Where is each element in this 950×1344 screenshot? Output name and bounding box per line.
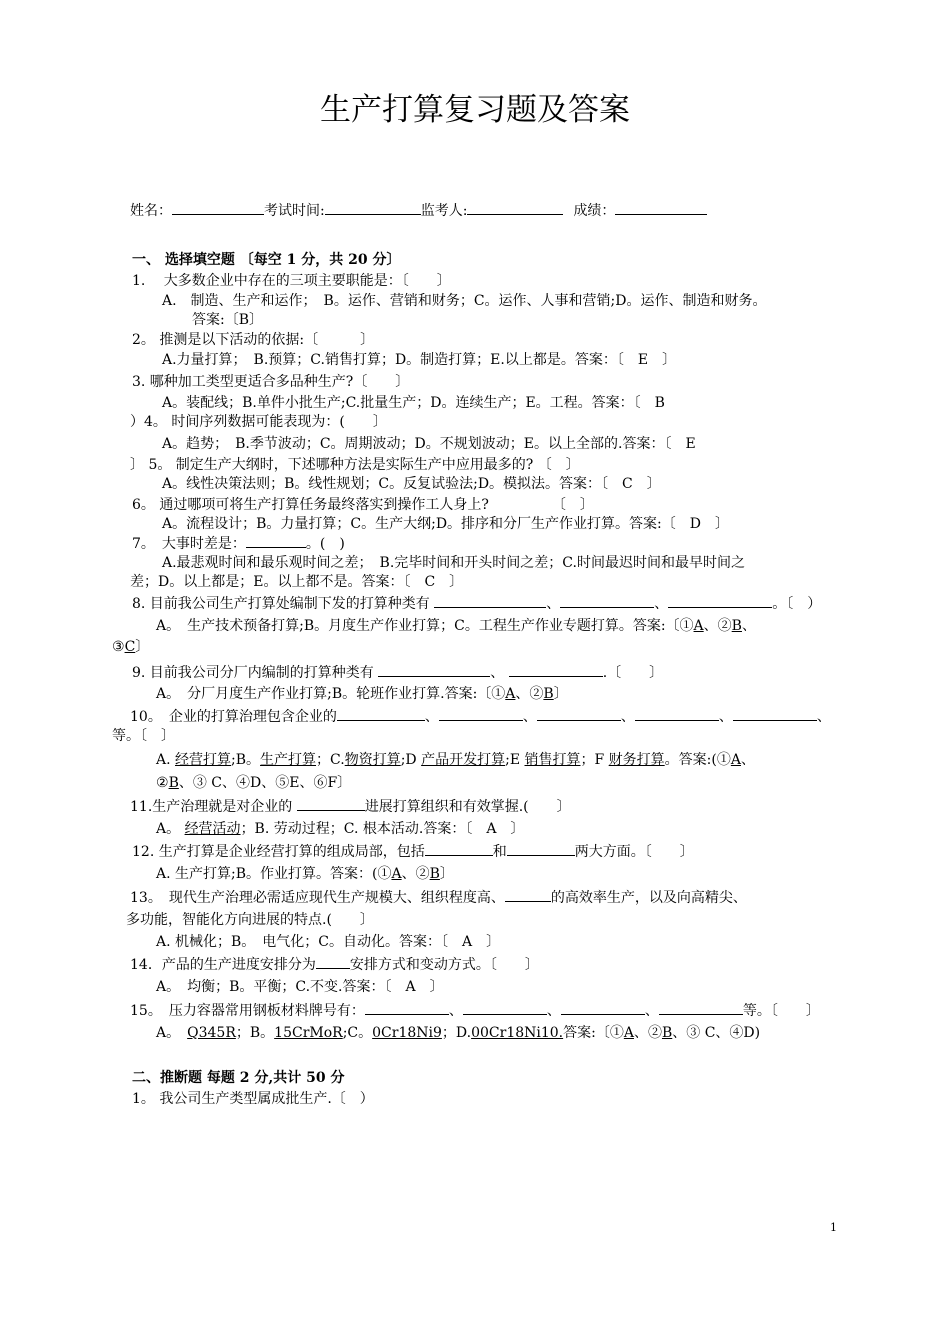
question-10-options: [156, 750, 755, 770]
question-10-sep: 、: [718, 709, 733, 725]
question-8-blank[interactable]: [434, 593, 546, 608]
question-7-options-cont: 差；D。以上都是；E。以上都不是。答案：〔 C 〕: [130, 574, 464, 590]
answer-underlined: B: [661, 1025, 673, 1041]
question-10-options-text: ;B。: [231, 752, 261, 768]
question-10-options-text: ；C.: [316, 752, 345, 768]
page-number: 1: [830, 1221, 837, 1234]
question-14-tail: 安排方式和变动方式。〔 〕: [349, 957, 539, 973]
question-8-tail: 。〔 ）: [772, 596, 822, 612]
question-15-options-text: 、②: [633, 1025, 662, 1041]
page-title: 生产打算复习题及答案: [320, 92, 630, 128]
question-15: [130, 1000, 820, 1021]
question-12-options-text: 〕: [439, 866, 454, 882]
question-7-tail: 。( ): [305, 536, 345, 552]
answer-underlined: 销售打算: [524, 752, 581, 768]
answer-underlined: 经营打算: [175, 752, 232, 768]
question-15-options-text: ；D.: [441, 1025, 472, 1041]
score-label: 成绩：: [573, 203, 616, 219]
question-12-options-text: 、②: [401, 866, 430, 882]
question-15-options-text: 答案:〔①: [563, 1025, 624, 1041]
question-8-options: [156, 616, 756, 636]
proctor-label: 监考人:: [420, 203, 468, 219]
question-9-options: [156, 684, 568, 704]
question-10-blank[interactable]: [439, 706, 523, 721]
score-blank[interactable]: [615, 200, 707, 215]
question-15-options-text: 、③ C、④D): [672, 1025, 761, 1041]
question-10-options-text: A.: [156, 752, 176, 768]
question-13-options: A. 机械化；B。 电气化；C。自动化。答案：〔 A 〕: [156, 934, 501, 950]
question-5-options: A。线性决策法则；B。线性规划；C。反复试验法;D。模拟法。答案：〔 C 〕: [162, 476, 661, 492]
question-8-options-text: 、: [741, 618, 756, 634]
question-10-sep: 、: [424, 709, 439, 725]
question-9-tail: .〔 〕: [602, 665, 664, 681]
exam-header: [130, 200, 707, 221]
question-10-options-text: ②: [156, 775, 169, 791]
question-10-options-text: 。答案:(①: [664, 752, 731, 768]
answer-underlined: A: [391, 866, 402, 882]
question-12-sep: 和: [492, 844, 507, 860]
question-15-blank[interactable]: [659, 1000, 743, 1015]
question-9: [132, 662, 663, 683]
question-1-options: A. 制造、生产和运作； B。运作、营销和财务；C。运作、人事和营销;D。运作、制造和财务。: [162, 293, 767, 309]
question-11-options-text: ；B. 劳动过程；C. 根本活动.答案：〔 A 〕: [240, 821, 525, 837]
question-9-blank[interactable]: [378, 662, 490, 677]
question-10-blank[interactable]: [537, 706, 621, 721]
question-15-options-text: A。: [156, 1025, 188, 1041]
question-9-sep: 、: [490, 665, 505, 681]
answer-underlined: B: [168, 775, 179, 791]
question-6-options: A。流程设计；B。力量打算；C。生产大纲;D。排序和分厂生产作业打算。答案:〔 D 〕: [162, 516, 729, 532]
question-10-text: 10。 企业的打算治理包含企业的: [130, 709, 337, 725]
question-4: ）4。 时间序列数据可能表现为：( 〕: [130, 414, 387, 430]
question-15-sep: 、: [546, 1003, 561, 1019]
question-5: 〕 5。 制定生产大纲时，下述哪种方法是实际生产中应用最多的? 〔 〕: [130, 457, 580, 473]
question-4-options: A。趋势； B.季节波动；C。周期波动；D。不规划波动；E。以上全部的.答案：〔 E: [162, 436, 696, 452]
question-12-text: 12. 生产打算是企业经营打算的组成局部，包括: [132, 844, 425, 860]
question-9-options-text: 、②: [515, 686, 544, 702]
question-15-blank[interactable]: [463, 1000, 547, 1015]
question-6: 6。 通过哪项可将生产打算任务最终落实到操作工人身上? 〔 〕: [132, 497, 594, 513]
question-9-options-text: 〕: [553, 686, 568, 702]
question-10-options-cont: [156, 773, 351, 793]
question-11-tail: 进展打算组织和有效掌握.( 〕: [364, 799, 571, 815]
question-11-text: 11.生产治理就是对企业的: [130, 799, 297, 815]
question-1-answer: 答案:〔B〕: [192, 312, 264, 328]
time-blank[interactable]: [325, 200, 421, 215]
question-7: [132, 533, 345, 554]
answer-underlined: B: [429, 866, 440, 882]
question-11: [130, 796, 571, 817]
name-blank[interactable]: [172, 200, 264, 215]
question-8-options-text: 〕: [135, 639, 150, 655]
question-7-options: A.最悲观时间和最乐观时间之差； B.完毕时间和开头时间之差；C.时间最迟时间和最早时间之: [162, 555, 745, 571]
question-9-text: 9. 目前我公司分厂内编制的打算种类有: [132, 665, 374, 681]
question-15-sep: 、: [448, 1003, 463, 1019]
question-1: 1. 大多数企业中存在的三项主要职能是：〔 〕: [132, 273, 451, 289]
question-10-sep: 、: [620, 709, 635, 725]
question-15-blank[interactable]: [561, 1000, 645, 1015]
question-10: [130, 706, 831, 727]
answer-underlined: Q345R: [187, 1025, 236, 1041]
section-2-title: 二、推断题 每题 2 分,共计 50 分: [132, 1070, 345, 1086]
question-10-blank[interactable]: [733, 706, 817, 721]
question-11-options: [156, 819, 524, 839]
section-2-question-1: 1。 我公司生产类型属成批生产.〔 ）: [132, 1091, 374, 1107]
question-7-text: 7。 大事时差是：: [132, 536, 246, 552]
question-10-sep: 、: [522, 709, 537, 725]
question-10-blank[interactable]: [635, 706, 719, 721]
question-10-sep: 、: [816, 709, 831, 725]
question-12-tail: 两大方面。〔 〕: [574, 844, 694, 860]
question-9-blank[interactable]: [509, 662, 603, 677]
question-13-text: 13。 现代生产治理必需适应现代生产规模大、组织程度高、: [130, 890, 505, 906]
answer-underlined: A: [505, 686, 516, 702]
answer-underlined: 财务打算: [608, 752, 665, 768]
question-14-text: 14．产品的生产进度安排分为: [130, 957, 316, 973]
question-10-options-text: 、: [740, 752, 755, 768]
answer-underlined: 00Cr18Ni10.: [471, 1025, 564, 1041]
question-15-sep: 、: [644, 1003, 659, 1019]
question-8-sep: 、: [654, 596, 669, 612]
answer-underlined: 产品开发打算: [421, 752, 506, 768]
question-8-options-text: 、②: [703, 618, 732, 634]
question-8-text: 8. 目前我公司生产打算处编制下发的打算种类有: [132, 596, 430, 612]
answer-underlined: 15CrMoR: [274, 1025, 343, 1041]
question-12: [132, 841, 694, 862]
question-15-text: 15。 压力容器常用钢板材料牌号有：: [130, 1003, 365, 1019]
question-8: [132, 593, 821, 614]
question-11-options-text: A。: [156, 821, 185, 837]
question-13-blank[interactable]: [505, 887, 551, 902]
question-15-tail: 等。〔 〕: [742, 1003, 820, 1019]
question-3: 3. 哪种加工类型更适合多品种生产?〔 〕: [132, 374, 410, 390]
question-15-options: [156, 1023, 760, 1043]
answer-underlined: B: [543, 686, 554, 702]
answer-underlined: 生产打算: [260, 752, 317, 768]
answer-underlined: A: [730, 752, 741, 768]
question-2: 2。 推测是以下活动的依据:〔 〕: [132, 332, 375, 348]
question-10-blank[interactable]: [337, 706, 425, 721]
question-12-blank[interactable]: [425, 841, 493, 856]
question-13: [130, 887, 747, 908]
question-13-cont: 多功能，智能化方向进展的特点.( 〕: [126, 912, 374, 928]
answer-underlined: 经营活动: [184, 821, 241, 837]
question-10-cont: 等。〔 〕: [112, 728, 175, 744]
question-15-options-text: ;C。: [342, 1025, 373, 1041]
question-11-blank[interactable]: [297, 796, 365, 811]
answer-underlined: 物资打算: [344, 752, 401, 768]
answer-underlined: A: [693, 618, 704, 634]
answer-underlined: A: [623, 1025, 634, 1041]
question-8-sep: 、: [546, 596, 561, 612]
answer-underlined: B: [731, 618, 742, 634]
question-8-options-cont: [112, 637, 149, 657]
question-14-blank[interactable]: [316, 954, 350, 969]
question-12-options: [156, 864, 454, 884]
question-8-options-text: A。 生产技术预备打算;B。月度生产作业打算；C。工程生产作业专题打算。答案:〔①: [156, 618, 694, 634]
question-8-blank[interactable]: [668, 593, 772, 608]
question-12-blank[interactable]: [507, 841, 575, 856]
question-12-options-text: A. 生产打算;B。作业打算。答案：(①: [156, 866, 392, 882]
question-9-options-text: A。 分厂月度生产作业打算;B。轮班作业打算.答案:〔①: [156, 686, 506, 702]
name-label: 姓名：: [130, 203, 172, 219]
question-13-tail: 的高效率生产，以及向高精尖、: [550, 890, 747, 906]
question-14-options: A。 均衡；B。平衡；C.不变.答案：〔 A 〕: [156, 979, 444, 995]
question-8-blank[interactable]: [560, 593, 654, 608]
question-10-options-text: ;D: [400, 752, 422, 768]
question-14: [130, 954, 539, 975]
section-1-title: 一、 选择填空题 〔每空 1 分，共 20 分〕: [132, 252, 401, 268]
question-15-blank[interactable]: [365, 1000, 449, 1015]
question-8-options-text: ③: [112, 639, 125, 655]
question-7-blank[interactable]: [246, 533, 306, 548]
question-3-options: A。装配线；B.单件小批生产;C.批量生产；D。连续生产；E。工程。答案：〔 B: [162, 395, 665, 411]
question-10-options-text: ;E: [505, 752, 525, 768]
question-15-options-text: ；B。: [235, 1025, 275, 1041]
time-label: 考试时间:: [264, 203, 325, 219]
question-2-options: A.力量打算； B.预算；C.销售打算；D。制造打算；E.以上都是。答案：〔 E 〕: [162, 352, 677, 368]
answer-underlined: 0Cr18Ni9: [372, 1025, 442, 1041]
proctor-blank[interactable]: [467, 200, 563, 215]
answer-underlined: C: [124, 639, 136, 655]
question-10-options-text: ；F: [580, 752, 609, 768]
question-10-options-text: 、③ C、④D、⑤E、⑥F〕: [178, 775, 352, 791]
